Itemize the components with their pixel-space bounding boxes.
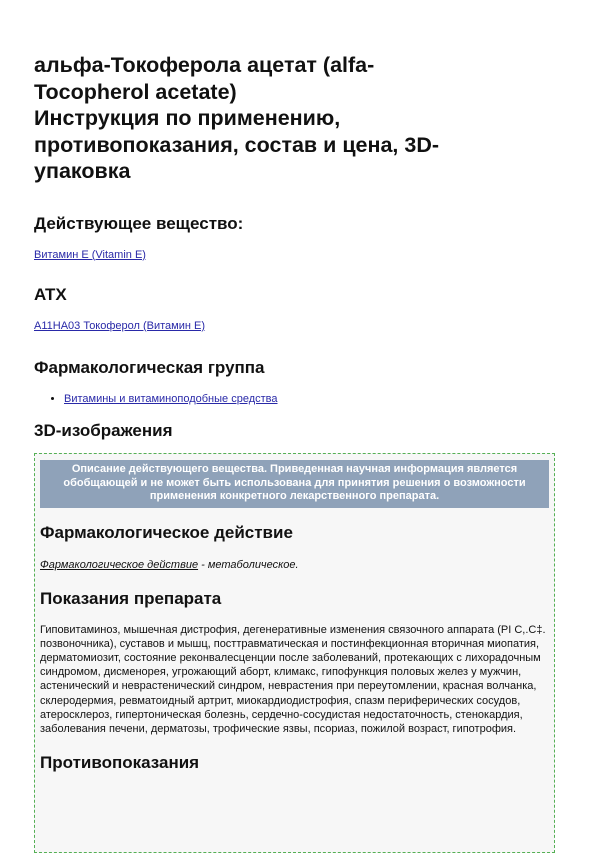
- active-substance-heading: Действующее вещество:: [34, 213, 244, 233]
- list-item: [64, 392, 561, 406]
- images-3d-heading: 3D-изображения: [34, 420, 173, 440]
- active-substance-link[interactable]: Витамин E (Vitamin E): [34, 248, 146, 261]
- pharm-group-list: [34, 392, 561, 406]
- pharm-group-link[interactable]: Витамины и витаминоподобные средства: [64, 392, 278, 405]
- substance-content: [35, 522, 554, 774]
- contraindications-heading: Противопоказания: [40, 753, 200, 773]
- title-line: упаковка: [34, 159, 131, 183]
- pharm-group-heading: Фармакологическая группа: [34, 357, 265, 377]
- indications-text: Гиповитаминоз, мышечная дистрофия, дегенеративные изменения связочного аппарата (РI С,.С‡. позвоночника), суставов и мышц, посттравматическая и постинфекционная вторичная миопатия, дерматомиозит, состояние реконвалесценции после заболеваний, протекающих с лихорадочным синдромом, дисменорея, угрожающий аборт, климакс, гипофункция половых желез у мужчин, астенический и неврастенический синдром, неврастения при переутомлении, красная волчанка, склеродермия, ревматоидный артрит, миокардиодистрофия, спазм периферических сосудов, атеросклероз, гипертоническая болезнь, сердечно-сосудистая недостаточность, стенокардия, заболевания печени, дерматозы, трофические язвы, псориаз, пожилой возраст, гипотрофия.: [40, 623, 546, 735]
- active-substance-section: [34, 248, 561, 262]
- title-line: противопоказания, состав и цена, 3D-: [34, 132, 440, 157]
- pharm-action-value: - метаболическое.: [198, 558, 299, 571]
- atx-section: [34, 319, 561, 333]
- document-page: [34, 52, 561, 441]
- title-line: альфа-Токоферола ацетат (alfa-: [34, 53, 375, 77]
- pharm-action-heading: Фармакологическое действие: [40, 522, 293, 542]
- pharm-action-link[interactable]: Фармакологическое действие: [40, 558, 199, 571]
- title-line: Инструкция по применению,: [34, 106, 341, 130]
- atx-heading: ATX: [34, 284, 67, 304]
- atx-code-link[interactable]: A11HA03 Токоферол (Витамин E): [34, 319, 206, 332]
- disclaimer-notice: Описание действующего вещества. Приведенная научная информация является обобщающей и не может быть использована для принятия решения о возможности применения конкретного лекарственного препарата.: [40, 460, 549, 508]
- indications-heading: Показания препарата: [40, 588, 222, 608]
- page-title: [34, 52, 561, 185]
- title-line: Tocopherol acetate): [34, 79, 237, 104]
- substance-description-box: [34, 453, 555, 853]
- pharm-action-text: [40, 558, 549, 572]
